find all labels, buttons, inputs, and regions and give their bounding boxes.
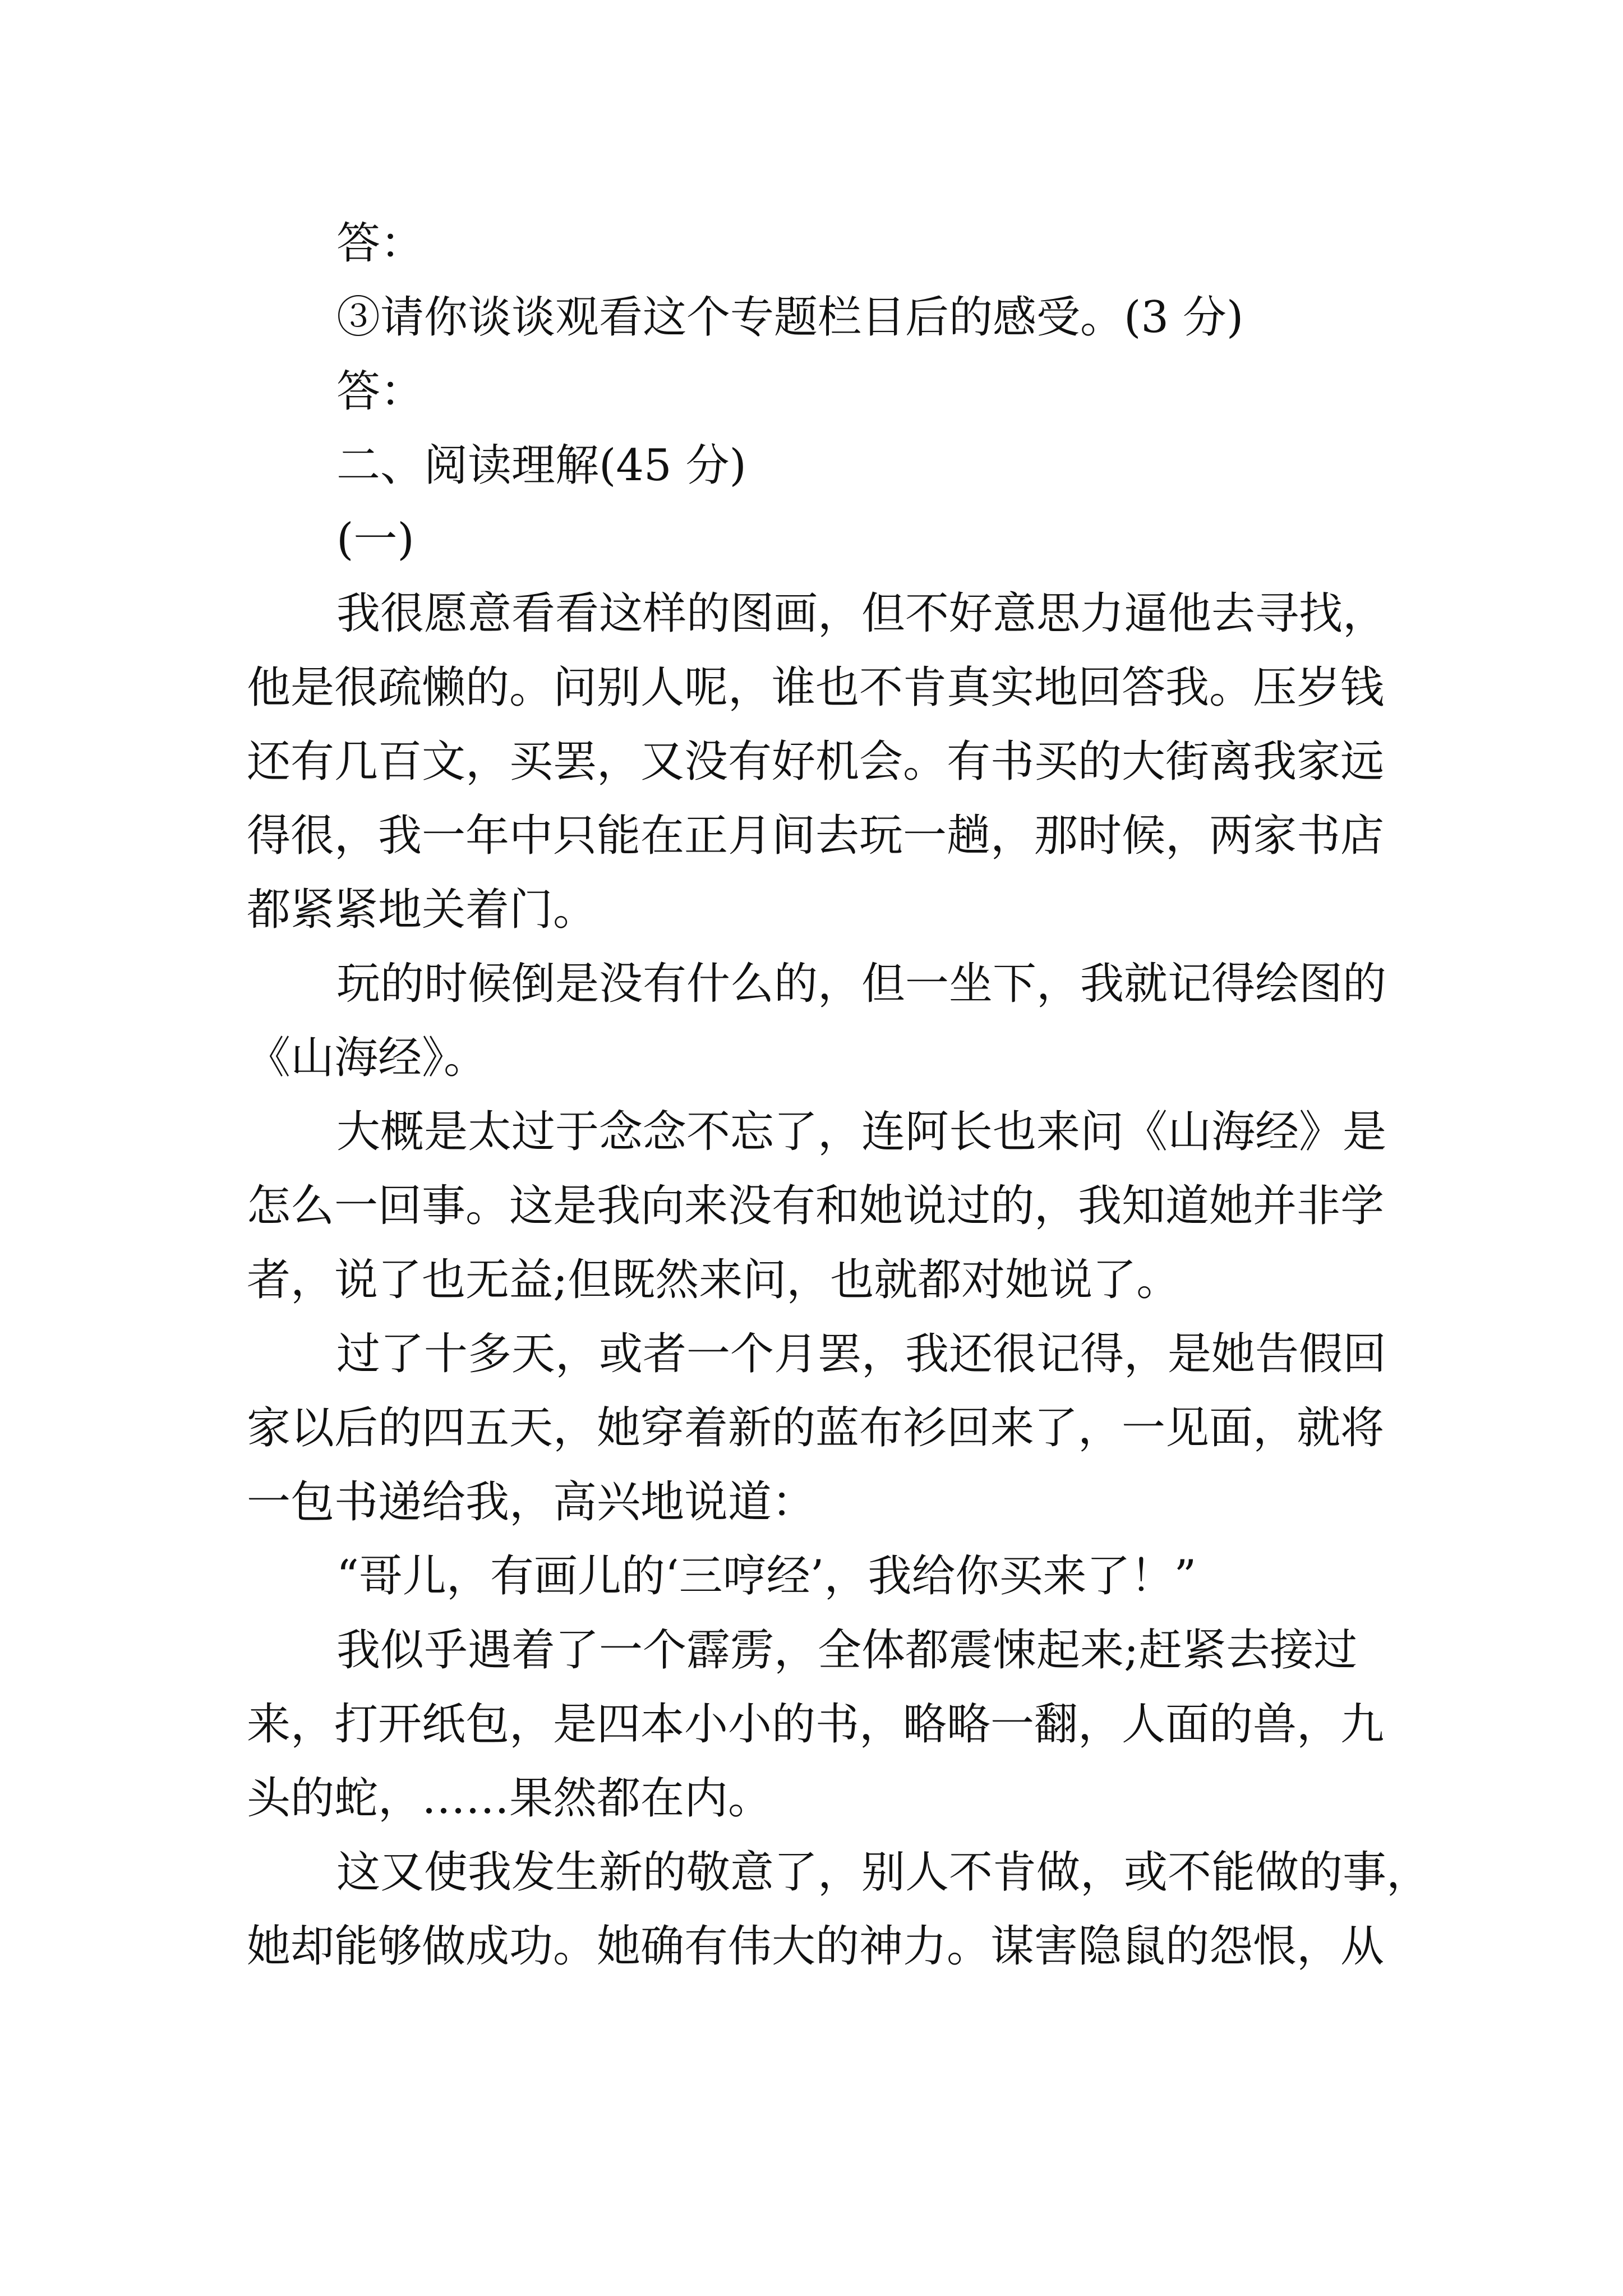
paragraph-line: 得很，我一年中只能在正月间去玩一趟，那时候，两家书店 — [247, 811, 1385, 861]
paragraph-line: 我很愿意看看这样的图画，但不好意思力逼他去寻找， — [336, 588, 1387, 639]
subsection-heading: (一) — [336, 514, 414, 565]
paragraph-line: 者，说了也无益;但既然来问，也就都对她说了。 — [247, 1255, 1181, 1305]
paragraph-line: 都紧紧地关着门。 — [247, 885, 597, 935]
paragraph-line: 来，打开纸包，是四本小小的书，略略一翻，人面的兽，九 — [247, 1699, 1385, 1750]
answer-label: 答： — [336, 218, 425, 269]
paragraph-line: 《山海经》。 — [247, 1033, 488, 1083]
section-heading: 二、阅读理解(45 分) — [336, 440, 746, 491]
paragraph-line: 一包书递给我，高兴地说道： — [247, 1477, 816, 1527]
question-3: ③请你谈谈观看这个专题栏目后的感受。(3 分) — [336, 292, 1244, 343]
paragraph-line: 她却能够做成功。她确有伟大的神力。谋害隐鼠的怨恨，从 — [247, 1921, 1385, 1972]
document-text — [247, 206, 1431, 1984]
paragraph-line: 过了十多天，或者一个月罢，我还很记得，是她告假回 — [336, 1329, 1387, 1379]
paragraph-line: 怎么一回事。这是我向来没有和她说过的，我知道她并非学 — [247, 1181, 1385, 1231]
paragraph-line: 他是很疏懒的。问别人呢，谁也不肯真实地回答我。压岁钱 — [247, 662, 1385, 713]
paragraph-line: 我似乎遇着了一个霹雳，全体都震悚起来;赶紧去接过 — [336, 1625, 1358, 1676]
answer-label: 答： — [336, 366, 425, 417]
paragraph-line: 头的蛇，……果然都在内。 — [247, 1773, 772, 1824]
paragraph-line: 大概是太过于念念不忘了，连阿长也来问《山海经》是 — [336, 1107, 1387, 1157]
paragraph-line: 家以后的四五天，她穿着新的蓝布衫回来了，一见面，就将 — [247, 1403, 1385, 1453]
paragraph-line: 这又使我发生新的敬意了，别人不肯做，或不能做的事， — [336, 1847, 1431, 1898]
dialogue-line: “哥儿，有画儿的‘三哼经’，我给你买来了！” — [336, 1551, 1197, 1602]
paragraph-line: 玩的时候倒是没有什么的，但一坐下，我就记得绘图的 — [336, 959, 1387, 1009]
paragraph-line: 还有几百文，买罢，又没有好机会。有书买的大街离我家远 — [247, 737, 1385, 787]
